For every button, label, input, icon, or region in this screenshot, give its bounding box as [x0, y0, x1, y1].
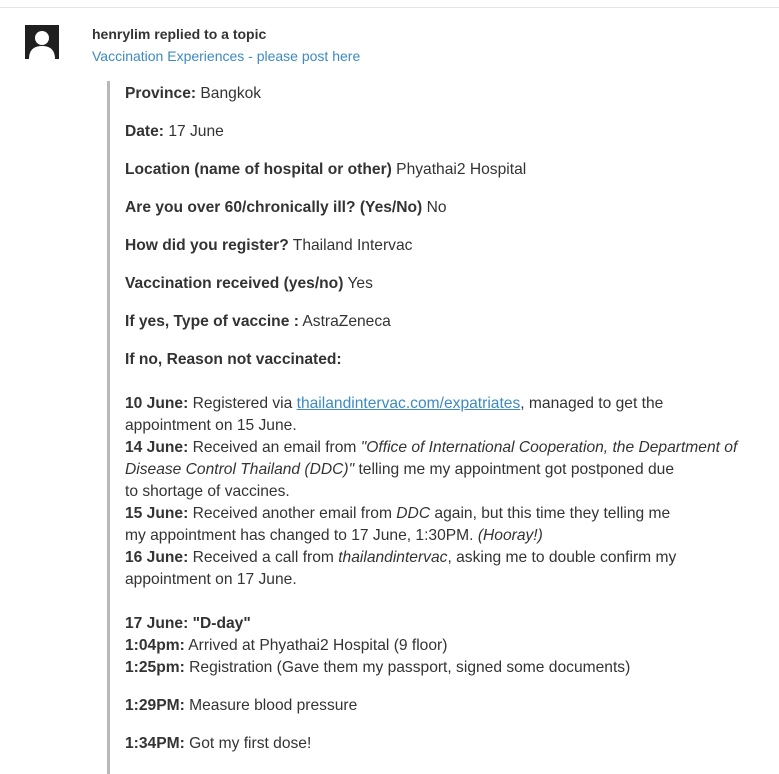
divider [0, 7, 779, 8]
post-action: replied to a topic [154, 26, 267, 42]
dday-title: 17 June: "D-day" [125, 615, 251, 632]
timeline-10-june: 10 June: Registered via thailandintervac.com/expatriates, managed to get the [125, 395, 664, 412]
author-line [92, 25, 360, 43]
author-name[interactable]: henrylim [92, 26, 151, 42]
timeline-15-june: 15 June: Received another email from DDC again, but this time they telling me [125, 505, 671, 522]
field-vaccine-type: If yes, Type of vaccine : AstraZeneca [125, 313, 391, 330]
timeline-14-june-cont: Disease Control Thailand (DDC)" telling me my appointment got postponed due [125, 461, 675, 478]
dday-entry: 1:34PM: Got my first dose! [125, 735, 312, 752]
timeline-16-june: 16 June: Received a call from thailandintervac, asking me to double confirm my [125, 549, 677, 566]
post-content [125, 83, 770, 755]
timeline-10-june-cont: appointment on 15 June. [125, 417, 297, 434]
dday-entry: 1:25pm: Registration (Gave them my passport, signed some documents) [125, 659, 631, 676]
timeline-14-june-cont2: to shortage of vaccines. [125, 483, 290, 500]
timeline-15-june-cont: my appointment has changed to 17 June, 1:30PM. (Hooray!) [125, 527, 543, 544]
user-silhouette-icon [25, 25, 59, 59]
field-province: Province: Bangkok [125, 85, 262, 102]
topic-link[interactable]: Vaccination Experiences - please post here [92, 48, 361, 64]
avatar[interactable] [25, 25, 59, 59]
timeline-14-june: 14 June: Received an email from "Office of International Cooperation, the Department of [125, 439, 738, 456]
field-location: Location (name of hospital or other) Phyathai2 Hospital [125, 161, 527, 178]
post-header [92, 25, 360, 65]
field-over60: Are you over 60/chronically ill? (Yes/No) No [125, 199, 447, 216]
field-received: Vaccination received (yes/no) Yes [125, 275, 373, 292]
field-reason: If no, Reason not vaccinated: [125, 351, 342, 368]
dday-entry: 1:04pm: Arrived at Phyathai2 Hospital (9 floor) [125, 637, 448, 654]
field-register: How did you register? Thailand Intervac [125, 237, 413, 254]
field-date: Date: 17 June [125, 123, 224, 140]
dday-entry: 1:29PM: Measure blood pressure [125, 697, 358, 714]
intervac-link[interactable]: thailandintervac.com/expatriates [296, 395, 521, 412]
timeline-16-june-cont: appointment on 17 June. [125, 571, 297, 588]
quote-bar [107, 81, 110, 774]
